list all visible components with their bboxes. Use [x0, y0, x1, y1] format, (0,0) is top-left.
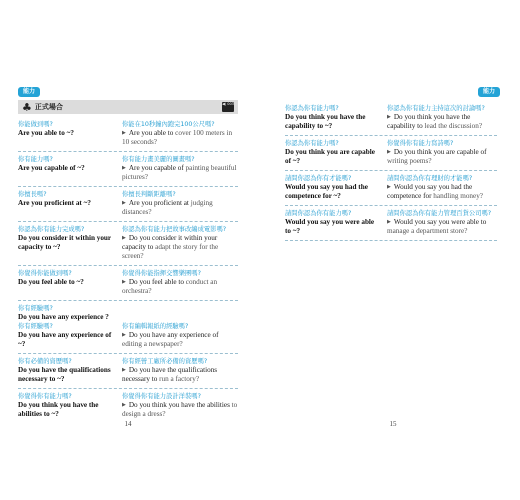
phrase-entry	[285, 101, 497, 136]
triangle-bullet-icon: ▶	[387, 184, 391, 190]
triangle-bullet-icon: ▶	[122, 130, 126, 136]
example-en: Do you consider it within your capacity to	[122, 234, 218, 251]
example-zh: 你認為你有能力把故事改編成電影嗎?	[122, 226, 227, 233]
phrase-entry	[18, 187, 238, 222]
example-en-highlight: painting beautiful pictures?	[122, 164, 237, 181]
example-en-highlight: editing a newspaper?	[122, 340, 183, 348]
example-en: Are you proficient at	[128, 199, 189, 207]
example-en: Do you have the qualifications necessary to	[122, 366, 218, 383]
question-en: Are you capable of ~?	[18, 164, 85, 172]
phrase-entry	[285, 171, 497, 206]
example-en-highlight: judging distances?	[122, 199, 213, 216]
question-zh: 你有經驗嗎?	[18, 305, 53, 312]
question-en: Do you have the qualifications necessary to ~?	[18, 366, 111, 383]
example-zh: 你覺得你有能力設計洋裝嗎?	[122, 393, 201, 400]
example-en: Do you feel able to	[128, 278, 184, 286]
question-en: Are you proficient at ~?	[18, 199, 91, 207]
club-suit-icon: ♣	[22, 100, 32, 114]
phrase-entry	[18, 117, 238, 152]
example-en: Do you have any experience of	[128, 331, 219, 339]
example-zh: 你認為你有能力主持這次的討論嗎?	[387, 105, 485, 112]
triangle-bullet-icon: ▶	[122, 200, 126, 206]
question-zh: 請問你認為你有能力嗎?	[285, 210, 352, 217]
example-en-highlight: to design a dress?	[122, 401, 238, 418]
phrase-entry	[18, 389, 238, 423]
section-tab-badge: 能力	[478, 87, 500, 97]
question-zh: 你認為你有能力嗎?	[285, 105, 339, 112]
phrase-list	[18, 117, 238, 423]
question-en: Are you able to ~?	[18, 129, 74, 137]
phrase-list	[285, 101, 497, 241]
triangle-bullet-icon: ▶	[122, 165, 126, 171]
phrase-entry	[285, 206, 497, 241]
example-en-highlight: run a factory?	[159, 375, 200, 383]
triangle-bullet-icon: ▶	[122, 235, 126, 241]
question-zh: 你認為你有能力完成嗎?	[18, 226, 85, 233]
right-page	[260, 0, 520, 500]
question-en: Would you say you had the competence for ~?	[285, 183, 368, 200]
example-zh: 你覺得你能指揮交響樂團嗎?	[122, 270, 201, 277]
example-en: Would you say you had the competence for	[387, 183, 473, 200]
example-en-highlight: handling money?	[433, 192, 483, 200]
question-zh: 請問你認為你有才能嗎?	[285, 175, 352, 182]
example-zh: 你有經營工廠所必備的資歷嗎?	[122, 358, 208, 365]
example-zh: 請問你認為你有能力管理百貨公司嗎?	[387, 210, 492, 217]
question-zh: 你能做到嗎?	[18, 121, 53, 128]
question-en: Do you think you have the capability to ~?	[285, 113, 366, 130]
phrase-entry	[18, 354, 238, 389]
example-zh: 你有能力畫美麗的圖畫嗎?	[122, 156, 195, 163]
example-zh: 你能在10秒鐘內跑完100公尺嗎?	[122, 121, 215, 128]
question-en: Do you have any experience of ~?	[18, 331, 112, 348]
question-zh: 你有能力嗎?	[18, 156, 53, 163]
triangle-bullet-icon: ▶	[387, 219, 391, 225]
section-title: 正式場合	[34, 103, 63, 111]
question-en: Do you feel able to ~?	[18, 278, 84, 286]
example-en: Do you think you are capable of	[393, 148, 487, 156]
question-zh: 你認為你有能力嗎?	[285, 140, 339, 147]
triangle-bullet-icon: ▶	[387, 149, 391, 155]
phrase-entry-experience	[18, 301, 238, 354]
page-number: 14	[124, 420, 132, 428]
phrase-entry	[18, 266, 238, 301]
example-en: Would you say you were able to	[393, 218, 487, 226]
example-en-highlight: manage a department store?	[387, 227, 468, 235]
example-zh: 你有編輯報紙的經驗嗎?	[122, 323, 189, 330]
section-header	[18, 100, 238, 114]
question-zh: 你覺得你能做到嗎?	[18, 270, 72, 277]
question-en: Do you think you are capable of ~?	[285, 148, 375, 165]
example-en-highlight: adapt the story for the screen?	[122, 243, 219, 260]
phrase-entry	[18, 222, 238, 266]
example-en-highlight: conduct an orchestra?	[122, 278, 218, 295]
section-tab-badge: 能力	[18, 87, 40, 97]
example-zh: 你擅長判斷距離嗎?	[122, 191, 176, 198]
question-en: Do you have any experience ?	[18, 313, 109, 321]
example-en: Do you think you have the capability to	[387, 113, 471, 130]
question-zh: 你有必備的資歷嗎?	[18, 358, 72, 365]
triangle-bullet-icon: ▶	[122, 332, 126, 338]
question-zh: 你擅長嗎?	[18, 191, 47, 198]
question-zh: 你覺得你有能力嗎?	[18, 393, 72, 400]
question-en: Would you say you were able to ~?	[285, 218, 375, 235]
question-en: Do you think you have the abilities to ~?	[18, 401, 99, 418]
page-number: 15	[389, 420, 397, 428]
example-en-highlight: writing poems?	[387, 157, 432, 165]
question-en: Do you consider it within your capacity to ~?	[18, 234, 111, 251]
example-en: Are you capable of	[128, 164, 184, 172]
audio-track-badge: ◀) 003	[222, 102, 234, 112]
triangle-bullet-icon: ▶	[387, 114, 391, 120]
triangle-bullet-icon: ▶	[122, 367, 126, 373]
phrase-entry	[285, 136, 497, 171]
phrase-entry	[18, 152, 238, 187]
example-en: Do you think you have the abilities	[128, 401, 230, 409]
triangle-bullet-icon: ▶	[122, 279, 126, 285]
example-zh: 請問你認為你有理財的才能嗎?	[387, 175, 473, 182]
triangle-bullet-icon: ▶	[122, 402, 126, 408]
example-en-highlight: cover 100 meters in 10 seconds?	[122, 129, 233, 146]
question-zh: 你有經驗嗎?	[18, 323, 53, 330]
example-en-highlight: lead the discussion?	[424, 122, 483, 130]
example-zh: 你覺得你有能力寫詩嗎?	[387, 140, 454, 147]
example-en: Are you able to	[128, 129, 174, 137]
